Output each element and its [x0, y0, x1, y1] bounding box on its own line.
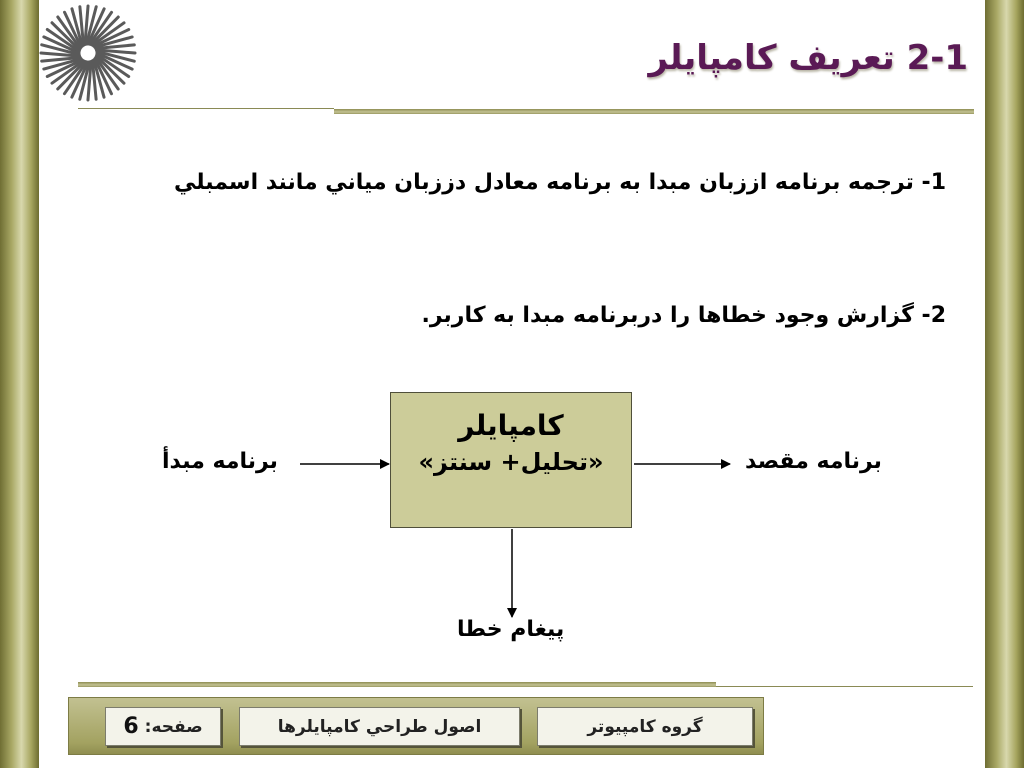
- group-label: گروه کامپيوتر: [587, 716, 703, 737]
- footer-divider-thin: [716, 686, 973, 687]
- title-divider-thin: [78, 108, 334, 109]
- course-label: اصول طراحي کامپايلرها: [277, 716, 482, 737]
- page-label: صفحه:: [144, 716, 203, 737]
- point-1: 1- ترجمه برنامه اززبان مبدا به برنامه معادل دززبان مياني مانند اسمبلي: [173, 170, 946, 195]
- point-2: 2- گزارش وجود خطاها را دربرنامه مبدا به کاربر.: [421, 303, 946, 328]
- left-decorative-bar: [0, 0, 39, 768]
- page-number: 6: [123, 714, 139, 739]
- footer-divider-thick: [78, 682, 716, 687]
- page-button[interactable]: [105, 707, 221, 746]
- output-label: برنامه مقصد: [745, 449, 882, 474]
- footer-panel: [68, 697, 764, 755]
- error-label: پيغام خطا: [457, 617, 565, 642]
- compiler-box-subtitle: «تحليل+ سنتز»: [418, 448, 604, 476]
- compiler-box-title: کامپايلر: [458, 409, 564, 442]
- right-decorative-bar: [985, 0, 1024, 768]
- compiler-box: [390, 392, 632, 528]
- sunburst-logo-icon: [38, 3, 138, 103]
- course-button[interactable]: [239, 707, 520, 746]
- logo-center: [81, 46, 95, 60]
- title-divider-thick: [334, 109, 974, 114]
- input-label: برنامه مبدأ: [162, 449, 278, 474]
- slide-title: 2-1 تعريف کامپايلر: [648, 38, 968, 78]
- group-button[interactable]: [537, 707, 753, 746]
